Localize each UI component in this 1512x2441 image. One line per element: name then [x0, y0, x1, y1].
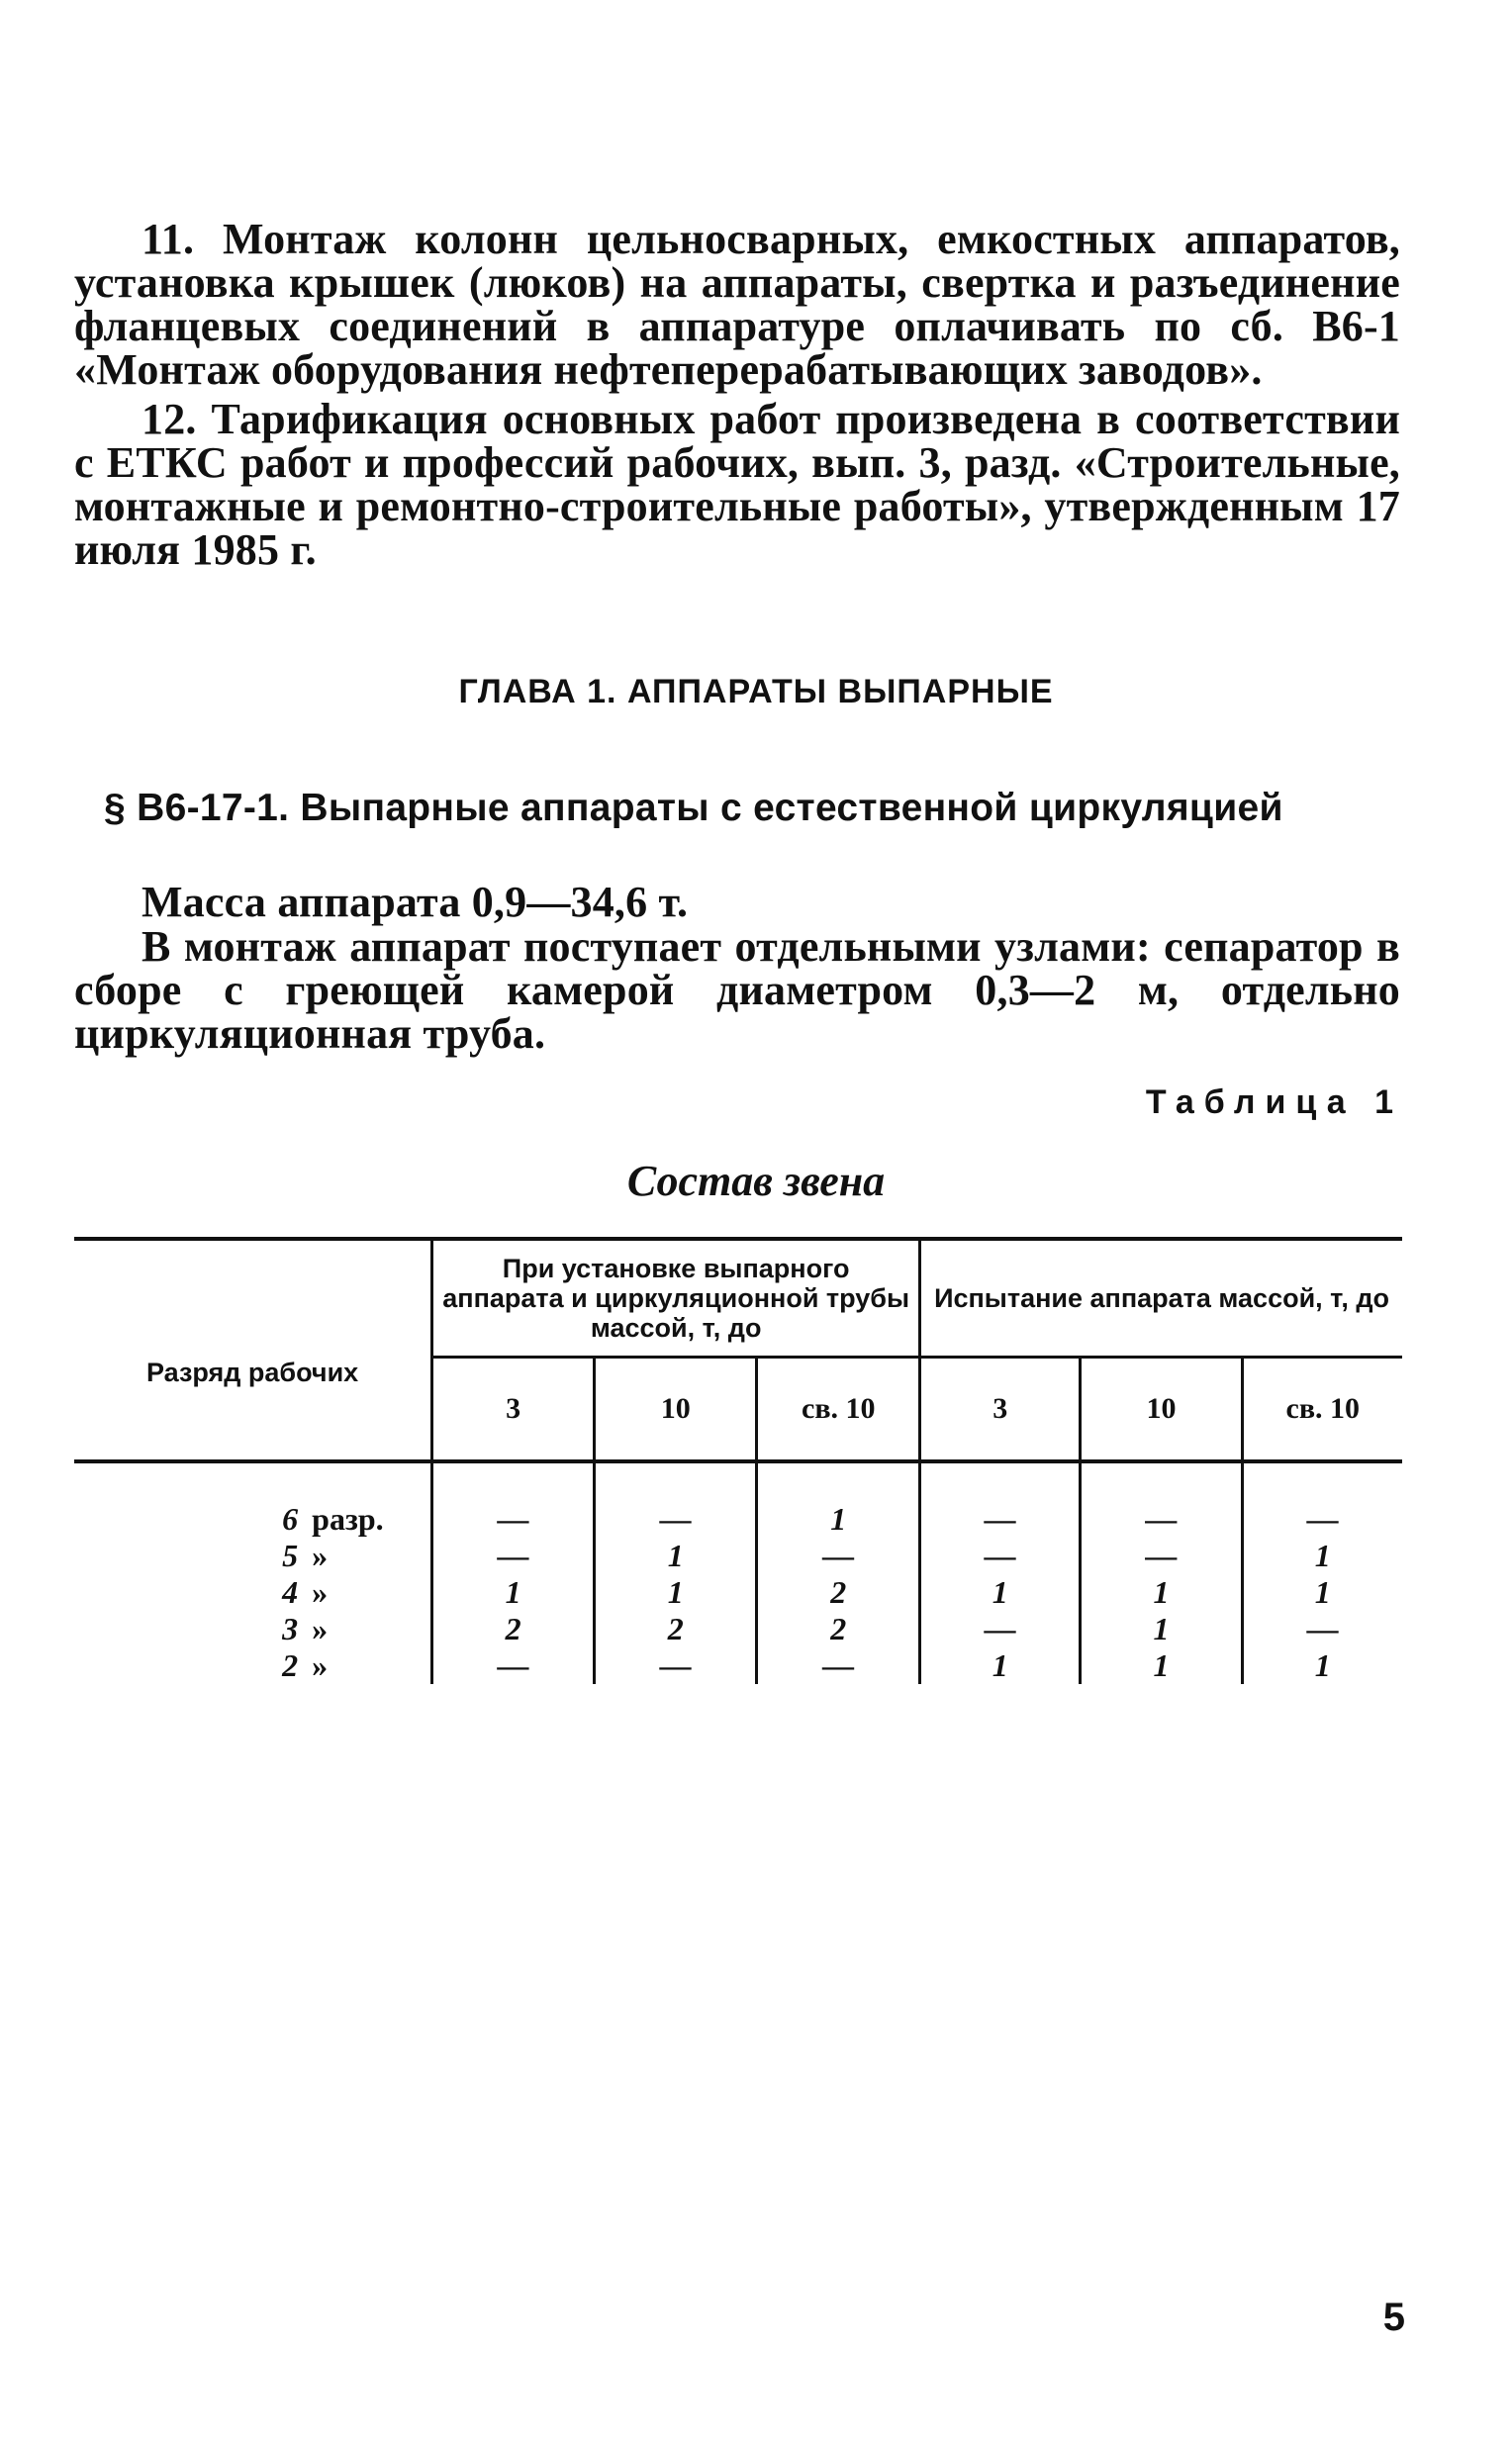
- row-header: Разряд рабочих: [74, 1239, 432, 1461]
- table-row: [74, 1538, 1402, 1574]
- grade-cell: [74, 1538, 432, 1574]
- table-cell: —: [432, 1461, 595, 1538]
- grade-cell: [74, 1611, 432, 1647]
- page-number: 5: [1382, 2296, 1405, 2339]
- table-cell: —: [1081, 1538, 1242, 1574]
- table-cell: 1: [432, 1574, 595, 1611]
- table-cell: 1: [1242, 1538, 1402, 1574]
- chapter-title: ГЛАВА 1. АППАРАТЫ ВЫПАРНЫЕ: [458, 673, 1054, 710]
- table-row: [74, 1574, 1402, 1611]
- crew-table: [74, 1237, 1402, 1684]
- table-cell: 2: [757, 1611, 920, 1647]
- table-cell: —: [432, 1647, 595, 1684]
- table-cell: —: [1242, 1461, 1402, 1538]
- grade-cell: [74, 1574, 432, 1611]
- group-header-testing: Испытание аппарата массой, т, до: [920, 1239, 1402, 1358]
- group-header-installation: При установке выпарного аппарата и циркуляционной трубы массой, т, до: [432, 1239, 920, 1358]
- table-cell: —: [920, 1611, 1081, 1647]
- sub-header: 3: [920, 1358, 1081, 1462]
- grade-cell: [74, 1461, 432, 1538]
- table-title: Состав звена: [626, 1157, 886, 1205]
- paragraph-12: 12. Тарификация основных работ произведена в соответствии с ЕТКС работ и профессий рабочих, вып. 3, разд. «Строительные, монтажные и ремонтно-строительные работы», утвержденным 17 июля 1985 г.: [74, 395, 1400, 574]
- grade-number: 4: [282, 1574, 299, 1610]
- table-cell: 2: [595, 1611, 757, 1647]
- table-row: [74, 1611, 1402, 1647]
- table-cell: 1: [1242, 1574, 1402, 1611]
- grade-suffix: »: [312, 1611, 329, 1646]
- table-cell: —: [595, 1461, 757, 1538]
- grade-cell: [74, 1647, 432, 1684]
- table-cell: —: [757, 1538, 920, 1574]
- table-row: [74, 1461, 1402, 1538]
- sub-header: 10: [1081, 1358, 1242, 1462]
- table-cell: 1: [1242, 1647, 1402, 1684]
- table-cell: 1: [757, 1461, 920, 1538]
- table-cell: —: [757, 1647, 920, 1684]
- grade-suffix: разр.: [312, 1501, 384, 1537]
- sub-header: св. 10: [1242, 1358, 1402, 1462]
- section-title: § В6-17-1. Выпарные аппараты с естественной циркуляцией: [104, 787, 1283, 829]
- mass-paragraph: Масса аппарата 0,9—34,6 т.: [142, 878, 689, 926]
- table-cell: 1: [595, 1538, 757, 1574]
- table-cell: —: [595, 1647, 757, 1684]
- table-label: Таблица 1: [1145, 1083, 1403, 1121]
- sub-header: 10: [595, 1358, 757, 1462]
- table-cell: —: [920, 1538, 1081, 1574]
- paragraph-11: 11. Монтаж колонн цельносварных, емкостных аппаратов, установка крышек (люков) на аппараты, свертка и разъединение фланцевых соединений в аппаратуре оплачивать по сб. В6-1 «Монтаж оборудования нефтеперерабатывающих заводов».: [74, 215, 1400, 394]
- table-cell: —: [432, 1538, 595, 1574]
- table-cell: —: [1081, 1461, 1242, 1538]
- table-cell: 2: [757, 1574, 920, 1611]
- table-cell: 1: [920, 1574, 1081, 1611]
- table-cell: 2: [432, 1611, 595, 1647]
- grade-number: 2: [282, 1647, 299, 1683]
- grade-suffix: »: [312, 1538, 329, 1573]
- table-cell: 1: [1081, 1611, 1242, 1647]
- grade-number: 5: [282, 1538, 299, 1573]
- table-cell: —: [1242, 1611, 1402, 1647]
- grade-suffix: »: [312, 1647, 329, 1683]
- grade-number: 3: [282, 1611, 299, 1646]
- montage-paragraph: В монтаж аппарат поступает отдельными узлами: сепаратор в сборе с греющей камерой диаметром 0,3—2 м, отдельно циркуляционная труба.: [74, 922, 1400, 1058]
- table-cell: 1: [1081, 1574, 1242, 1611]
- table-cell: 1: [920, 1647, 1081, 1684]
- table-cell: —: [920, 1461, 1081, 1538]
- table-cell: 1: [595, 1574, 757, 1611]
- sub-header: св. 10: [757, 1358, 920, 1462]
- table-cell: 1: [1081, 1647, 1242, 1684]
- sub-header: 3: [432, 1358, 595, 1462]
- grade-number: 6: [282, 1501, 299, 1537]
- grade-suffix: »: [312, 1574, 329, 1610]
- table-row: [74, 1647, 1402, 1684]
